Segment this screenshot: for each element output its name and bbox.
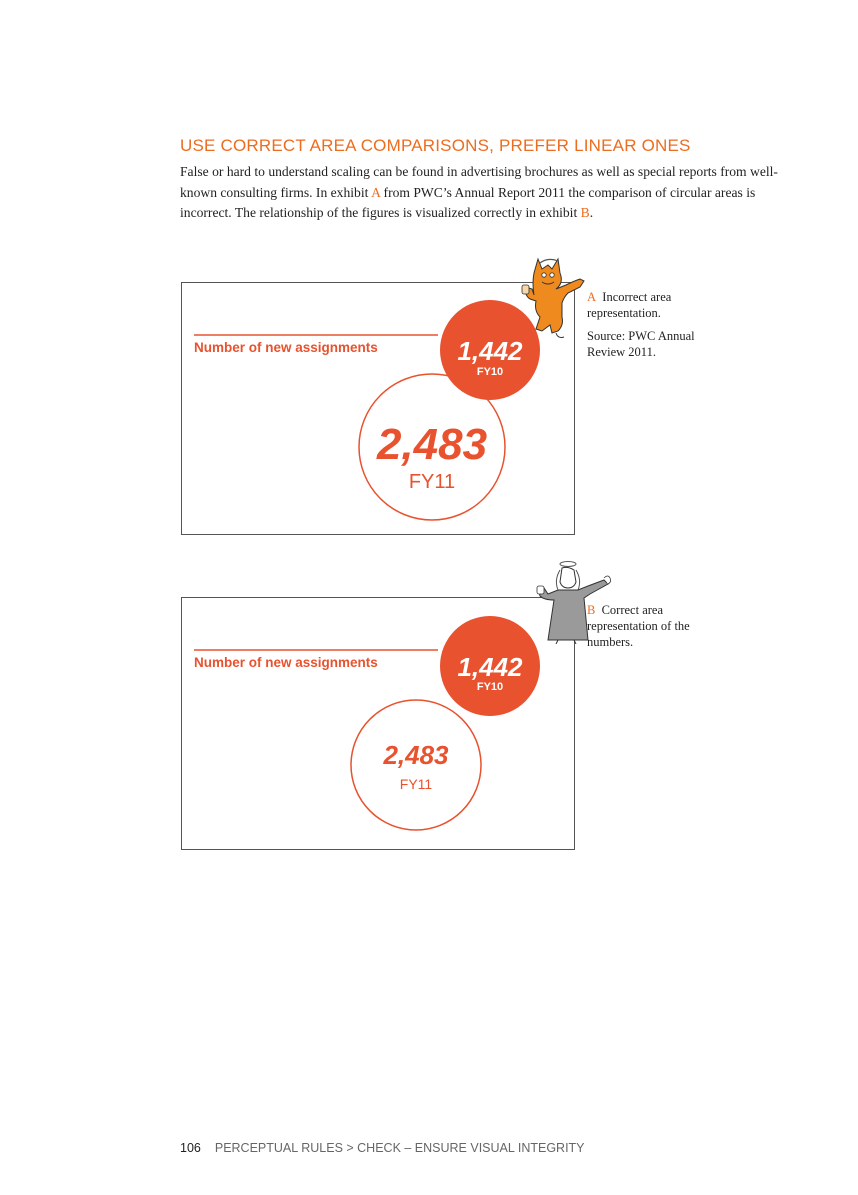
intro-ref-a: A — [371, 184, 381, 200]
intro-ref-b: B — [580, 205, 590, 220]
exhibit-a-fy10-label: FY10 — [476, 366, 504, 378]
intro-text-3: . — [589, 205, 594, 220]
exhibit-b-fy10-label: FY10 — [476, 681, 504, 693]
caption-b-text — [587, 602, 727, 650]
caption-a-text — [587, 289, 727, 321]
exhibit-a-fy10-value: 1,442 — [457, 336, 523, 366]
intro-paragraph — [180, 162, 780, 224]
exhibit-a-fy11-value: 2,483 — [376, 420, 488, 469]
exhibit-b-fy10-value: 1,442 — [457, 652, 523, 682]
caption-b-letter: B — [587, 603, 596, 617]
caption-a-body: Incorrect area representation. — [587, 290, 672, 320]
caption-b-body: Correct area representation of the numbers. — [587, 603, 690, 649]
exhibit-b-graphic — [182, 598, 576, 851]
caption-a — [587, 289, 727, 367]
exhibit-a-fy11-label: FY11 — [408, 471, 456, 493]
caption-a-letter: A — [587, 290, 597, 304]
exhibit-b-frame — [181, 597, 575, 850]
exhibit-b-label: Number of new assignments — [194, 655, 378, 670]
intro-text-2: from PWC’s Annual Report 2011 the comparison of circular areas is incorrect. The relationship of the figures is visualized correctly in exhibit — [180, 184, 756, 220]
section-heading: USE CORRECT AREA COMPARISONS, PREFER LINEAR ONES — [180, 136, 691, 155]
exhibit-b-fy11-label: FY11 — [399, 776, 433, 792]
caption-a-source: Source: PWC Annual Review 2011. — [587, 329, 695, 359]
caption-b — [587, 602, 727, 657]
footer-breadcrumb: PERCEPTUAL RULES > CHECK – ENSURE VISUAL INTEGRITY — [214, 1141, 585, 1155]
devil-mascot-icon — [512, 255, 588, 340]
exhibit-b-fy11-value: 2,483 — [383, 740, 449, 770]
exhibit-a-label: Number of new assignments — [194, 340, 378, 355]
page-footer — [180, 1141, 585, 1155]
intro-text-1: False or hard to understand scaling can be found in advertising brochures as well as special reports from well-known consulting firms. In exhibit — [180, 164, 778, 200]
page-number: 106 — [180, 1141, 201, 1155]
